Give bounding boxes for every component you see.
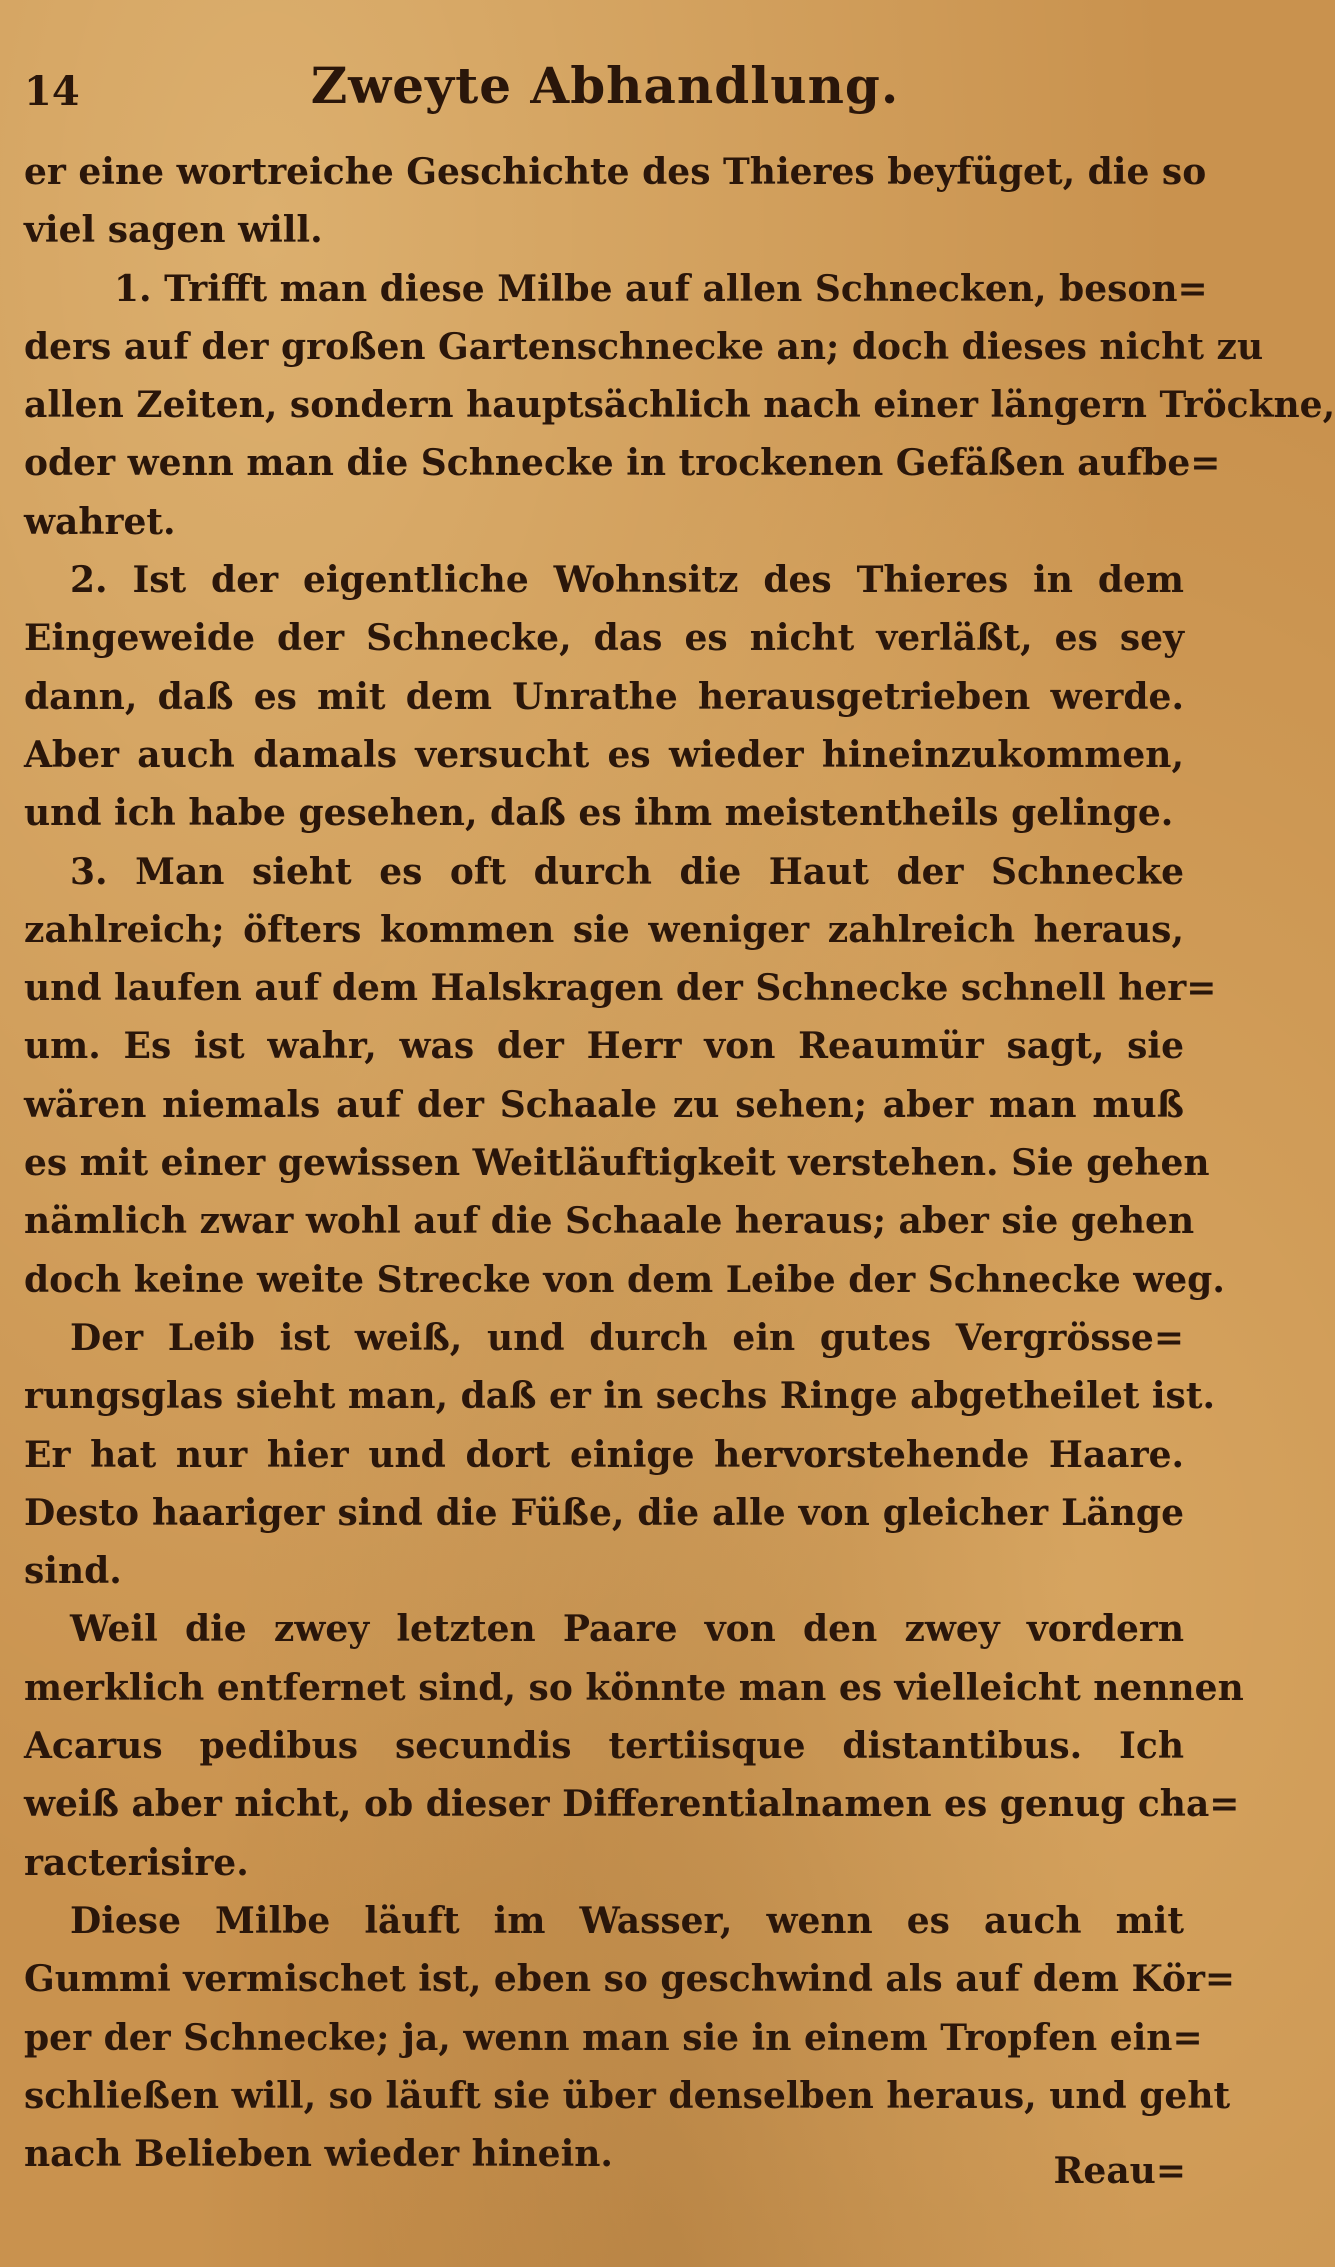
text-line: 2. Ist der eigentliche Wohnsitz des Thieres in dem — [70, 559, 1184, 602]
text-line: allen Zeiten, sondern hauptsächlich nach einer längern Tröckne, — [24, 384, 1335, 427]
text-line: Weil die zwey letzten Paare von den zwey vordern — [70, 1608, 1184, 1651]
text-line: per der Schnecke; ja, wenn man sie in einem Tropfen ein= — [24, 2016, 1203, 2059]
text-line: rungsglas sieht man, daß er in sechs Ringe abgetheilet ist. — [24, 1375, 1215, 1418]
page-header — [24, 56, 1186, 126]
text-line: oder wenn man die Schnecke in trockenen Gefäßen aufbe= — [24, 442, 1221, 485]
text-line: wahret. — [24, 500, 176, 543]
text-line: doch keine weite Strecke von dem Leibe der Schnecke weg. — [24, 1258, 1225, 1301]
text-line: racterisire. — [24, 1841, 249, 1884]
text-line: dann, daß es mit dem Unrathe herausgetrieben werde. — [24, 675, 1184, 718]
text-line: Eingeweide der Schnecke, das es nicht verläßt, es sey — [24, 617, 1184, 660]
text-line: Er hat nur hier und dort einige hervorstehende Haare. — [24, 1433, 1184, 1476]
text-line: merklich entfernet sind, so könnte man es vielleicht nennen — [24, 1666, 1244, 1709]
text-line: und ich habe gesehen, daß es ihm meistentheils gelinge. — [24, 792, 1174, 835]
catchword: Reau= — [1053, 2150, 1186, 2192]
text-line: Der Leib ist weiß, und durch ein gutes Vergrösse= — [70, 1316, 1184, 1359]
running-head: Zweyte Abhandlung. — [310, 56, 900, 115]
text-line: zahlreich; öfters kommen sie weniger zahlreich heraus, — [24, 908, 1184, 951]
text-line: wären niemals auf der Schaale zu sehen; aber man muß — [24, 1083, 1184, 1126]
text-line: 1. Trifft man diese Milbe auf allen Schnecken, beson= — [114, 267, 1208, 310]
text-line: Desto haariger sind die Füße, die alle von gleicher Länge — [24, 1491, 1184, 1534]
text-line: nach Belieben wieder hinein. — [24, 2133, 613, 2176]
text-line: ders auf der großen Gartenschnecke an; doch dieses nicht zu — [24, 325, 1264, 368]
text-line: und laufen auf dem Halskragen der Schnecke schnell her= — [24, 967, 1217, 1010]
text-line: es mit einer gewissen Weitläuftigkeit verstehen. Sie gehen — [24, 1142, 1210, 1185]
text-line: Acarus pedibus secundis tertiisque distantibus. Ich — [24, 1725, 1184, 1768]
text-line: um. Es ist wahr, was der Herr von Reaumür sagt, sie — [24, 1025, 1184, 1068]
text-line: er eine wortreiche Geschichte des Thieres beyfüget, die so — [24, 151, 1207, 193]
body-text — [24, 143, 1335, 2183]
page-number: 14 — [24, 68, 80, 115]
text-line: Aber auch damals versucht es wieder hineinzukommen, — [24, 733, 1184, 776]
text-line: weiß aber nicht, ob dieser Differentialnamen es genug cha= — [24, 1783, 1240, 1826]
text-line: Diese Milbe läuft im Wasser, wenn es auch mit — [70, 1899, 1184, 1942]
text-line: viel sagen will. — [24, 209, 323, 252]
text-line: 3. Man sieht es oft durch die Haut der Schnecke — [70, 850, 1184, 893]
text-line: Gummi vermischet ist, eben so geschwind als auf dem Kör= — [24, 1958, 1236, 2001]
text-line: schließen will, so läuft sie über denselben heraus, und geht — [24, 2074, 1231, 2117]
text-line: nämlich zwar wohl auf die Schaale heraus; aber sie gehen — [24, 1200, 1195, 1243]
text-line: sind. — [24, 1550, 122, 1593]
